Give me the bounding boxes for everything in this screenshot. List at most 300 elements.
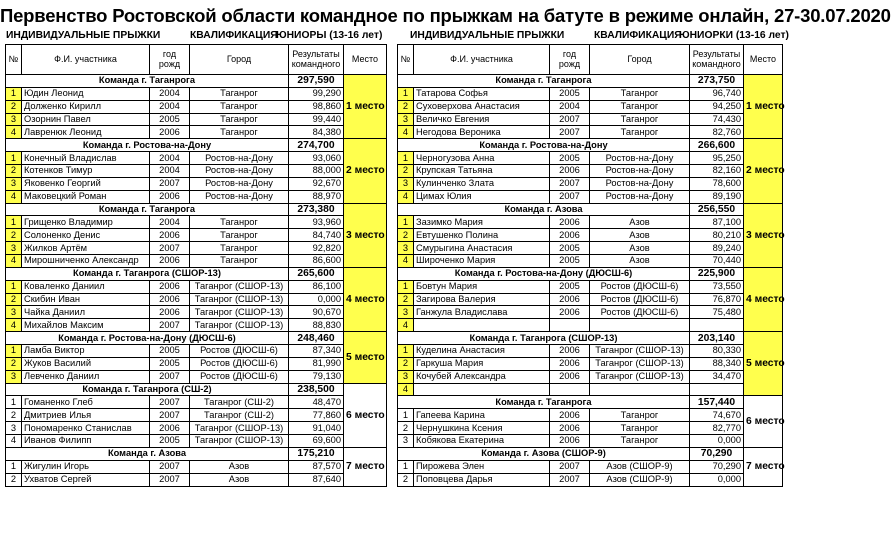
row-number: 2 <box>398 100 414 113</box>
place-badge: 6 место <box>744 396 783 447</box>
birth-year: 2005 <box>150 113 190 126</box>
table-row <box>6 126 387 139</box>
table-row <box>6 306 387 319</box>
team-name: Команда г. Таганрога <box>6 75 289 88</box>
birth-year: 2006 <box>550 306 590 319</box>
birth-year: 2005 <box>150 345 190 358</box>
athlete-city: Таганрог <box>190 126 289 139</box>
birth-year: 2007 <box>550 113 590 126</box>
place-badge: 4 место <box>344 267 387 331</box>
athlete-name: Зазимко Мария <box>414 216 550 229</box>
table-row <box>398 409 783 422</box>
col-year-header: год рожд <box>550 45 590 75</box>
athlete-score: 86,100 <box>289 280 344 293</box>
athlete-city: Ростов (ДЮСШ-6) <box>590 293 690 306</box>
team-row <box>398 447 783 460</box>
team-row <box>6 203 387 216</box>
athlete-score: 87,100 <box>690 216 744 229</box>
athlete-score: 87,570 <box>289 460 344 473</box>
table-row <box>398 357 783 370</box>
birth-year: 2004 <box>150 87 190 100</box>
row-number: 2 <box>398 229 414 242</box>
row-number: 3 <box>6 306 22 319</box>
row-number: 4 <box>398 126 414 139</box>
table-row <box>398 345 783 358</box>
athlete-city: Таганрог (СШОР-13) <box>590 357 690 370</box>
athlete-score: 86,600 <box>289 255 344 268</box>
table-row <box>6 409 387 422</box>
row-number: 4 <box>398 255 414 268</box>
athlete-name: Коваленко Даниил <box>22 280 150 293</box>
birth-year: 2007 <box>550 190 590 203</box>
athlete-score: 70,290 <box>690 460 744 473</box>
col-num-header: № <box>6 45 22 75</box>
athlete-city: Ростов (ДЮСШ-6) <box>190 345 289 358</box>
table-row <box>398 293 783 306</box>
athlete-score: 74,670 <box>690 409 744 422</box>
birth-year: 2007 <box>550 473 590 486</box>
athlete-city: Таганрог (СШОР-13) <box>190 319 289 332</box>
birth-year: 2005 <box>550 280 590 293</box>
table-row <box>6 190 387 203</box>
birth-year: 2007 <box>550 460 590 473</box>
athlete-name: Чернушкина Ксения <box>414 422 550 435</box>
table-row <box>398 460 783 473</box>
row-number: 1 <box>6 345 22 358</box>
birth-year: 2006 <box>550 165 590 178</box>
athlete-city: Ростов-на-Дону <box>190 190 289 203</box>
team-total: 238,500 <box>289 383 344 396</box>
athlete-name: Ганжула Владислава <box>414 306 550 319</box>
team-row <box>6 332 387 345</box>
row-number: 1 <box>6 460 22 473</box>
athlete-name <box>414 319 550 332</box>
birth-year: 2005 <box>150 357 190 370</box>
athlete-name: Яковенко Георгий <box>22 177 150 190</box>
team-total: 225,900 <box>690 267 744 280</box>
table-row <box>6 460 387 473</box>
athlete-score: 88,970 <box>289 190 344 203</box>
team-total: 297,590 <box>289 75 344 88</box>
birth-year: 2006 <box>550 357 590 370</box>
athlete-score: 82,770 <box>690 422 744 435</box>
left-table-heading <box>6 29 391 43</box>
athlete-score: 98,860 <box>289 100 344 113</box>
athlete-city: Ростов (ДЮСШ-6) <box>590 306 690 319</box>
athlete-city: Таганрог <box>190 229 289 242</box>
row-number: 3 <box>6 370 22 383</box>
athlete-name: Лавренюк Леонид <box>22 126 150 139</box>
category-label: ЮНИОРКИ (13-16 лет) <box>679 30 789 41</box>
athlete-city: Ростов-на-Дону <box>590 165 690 178</box>
athlete-city: Ростов (ДЮСШ-6) <box>190 357 289 370</box>
birth-year: 2006 <box>550 422 590 435</box>
athlete-city: Ростов (ДЮСШ-6) <box>590 280 690 293</box>
athlete-name: Жигулин Игорь <box>22 460 150 473</box>
team-total: 157,440 <box>690 396 744 409</box>
team-name: Команда г. Таганрога (СШОР-13) <box>6 267 289 280</box>
row-number: 3 <box>6 422 22 435</box>
birth-year: 2007 <box>150 242 190 255</box>
athlete-name: Дмитриев Илья <box>22 409 150 422</box>
athlete-score: 99,440 <box>289 113 344 126</box>
athlete-score: 99,290 <box>289 87 344 100</box>
table-row <box>398 306 783 319</box>
table-row <box>398 473 783 486</box>
athlete-name: Конечный Владислав <box>22 152 150 165</box>
birth-year: 2005 <box>550 255 590 268</box>
birth-year: 2006 <box>550 370 590 383</box>
athlete-city: Ростов-на-Дону <box>190 152 289 165</box>
athlete-city: Азов <box>590 255 690 268</box>
athlete-name: Поповцева Дарья <box>414 473 550 486</box>
athlete-city: Азов <box>590 229 690 242</box>
table-row <box>6 87 387 100</box>
athlete-city: Ростов (ДЮСШ-6) <box>190 370 289 383</box>
team-row <box>6 267 387 280</box>
athlete-city: Таганрог <box>590 100 690 113</box>
athlete-city: Таганрог (СШОР-13) <box>590 345 690 358</box>
col-year-header: год рожд <box>150 45 190 75</box>
athlete-name: Бовтун Мария <box>414 280 550 293</box>
col-name-header: Ф.И. участника <box>414 45 550 75</box>
table-row <box>398 383 783 396</box>
place-badge: 1 место <box>344 75 387 139</box>
row-number: 4 <box>398 190 414 203</box>
athlete-name: Чайка Даниил <box>22 306 150 319</box>
table-row <box>6 165 387 178</box>
row-number: 2 <box>6 165 22 178</box>
place-badge: 7 место <box>344 447 387 486</box>
athlete-score: 34,470 <box>690 370 744 383</box>
table-row <box>6 152 387 165</box>
table-row <box>398 422 783 435</box>
birth-year: 2006 <box>550 229 590 242</box>
place-badge: 3 место <box>344 203 387 267</box>
row-number: 1 <box>398 87 414 100</box>
athlete-name: Гапеева Карина <box>414 409 550 422</box>
birth-year: 2004 <box>150 100 190 113</box>
juniors-boys-table <box>5 44 387 487</box>
col-num-header: № <box>398 45 414 75</box>
athlete-city: Таганрог (СШОР-13) <box>190 293 289 306</box>
table-row <box>398 100 783 113</box>
col-result-header: Результаты командного <box>690 45 744 75</box>
athlete-name: Кулинченко Злата <box>414 177 550 190</box>
birth-year: 2006 <box>550 216 590 229</box>
athlete-name: Татарова Софья <box>414 87 550 100</box>
team-total: 273,750 <box>690 75 744 88</box>
athlete-score: 74,430 <box>690 113 744 126</box>
table-row <box>6 370 387 383</box>
team-name: Команда г. Ростова-на-Дону (ДЮСШ-6) <box>398 267 690 280</box>
team-row <box>398 139 783 152</box>
athlete-name: Евтушенко Полина <box>414 229 550 242</box>
row-number: 4 <box>6 319 22 332</box>
header-row <box>398 45 783 75</box>
table-row <box>398 113 783 126</box>
team-row <box>6 139 387 152</box>
row-number: 3 <box>6 113 22 126</box>
athlete-city: Таганрог <box>590 422 690 435</box>
athlete-score: 90,670 <box>289 306 344 319</box>
athlete-score: 88,000 <box>289 165 344 178</box>
athlete-name: Юдин Леонид <box>22 87 150 100</box>
place-badge: 3 место <box>744 203 783 267</box>
birth-year: 2007 <box>150 473 190 486</box>
team-total: 203,140 <box>690 332 744 345</box>
row-number: 1 <box>6 280 22 293</box>
team-name: Команда г. Таганрога <box>398 396 690 409</box>
athlete-score: 84,380 <box>289 126 344 139</box>
team-row <box>398 396 783 409</box>
row-number: 2 <box>6 409 22 422</box>
row-number: 4 <box>6 255 22 268</box>
birth-year: 2007 <box>550 177 590 190</box>
birth-year: 2004 <box>150 216 190 229</box>
athlete-score <box>690 319 744 332</box>
athlete-city: Азов <box>190 473 289 486</box>
birth-year: 2007 <box>150 319 190 332</box>
table-row <box>398 255 783 268</box>
athlete-score: 75,480 <box>690 306 744 319</box>
athlete-city <box>590 383 690 396</box>
athlete-city: Таганрог (СШОР-13) <box>190 280 289 293</box>
row-number: 2 <box>6 293 22 306</box>
team-total: 265,600 <box>289 267 344 280</box>
athlete-name <box>414 383 550 396</box>
table-row <box>6 113 387 126</box>
athlete-score: 0,000 <box>289 293 344 306</box>
table-row <box>6 473 387 486</box>
row-number: 3 <box>398 242 414 255</box>
athlete-score: 87,640 <box>289 473 344 486</box>
table-row <box>6 100 387 113</box>
discipline-label: ИНДИВИДУАЛЬНЫЕ ПРЫЖКИ <box>410 30 565 41</box>
team-name: Команда г. Таганрога (СШ-2) <box>6 383 289 396</box>
table-row <box>398 280 783 293</box>
athlete-city: Таганрог (СШ-2) <box>190 396 289 409</box>
athlete-score: 93,960 <box>289 216 344 229</box>
row-number: 3 <box>398 370 414 383</box>
birth-year: 2005 <box>150 435 190 448</box>
athlete-score: 69,600 <box>289 435 344 448</box>
athlete-score: 92,670 <box>289 177 344 190</box>
table-row <box>6 293 387 306</box>
juniors-girls-table <box>397 44 783 487</box>
table-row <box>6 229 387 242</box>
athlete-city: Таганрог (СШОР-13) <box>190 435 289 448</box>
athlete-score: 77,860 <box>289 409 344 422</box>
birth-year: 2006 <box>550 435 590 448</box>
place-badge: 2 место <box>344 139 387 203</box>
row-number: 4 <box>398 319 414 332</box>
athlete-city: Таганрог <box>190 87 289 100</box>
place-badge: 5 место <box>344 332 387 383</box>
birth-year: 2005 <box>550 242 590 255</box>
athlete-city: Азов <box>590 242 690 255</box>
athlete-city: Ростов-на-Дону <box>190 177 289 190</box>
athlete-city: Азов (СШОР-9) <box>590 460 690 473</box>
athlete-name: Солоненко Денис <box>22 229 150 242</box>
team-total: 70,290 <box>690 447 744 460</box>
table-row <box>6 435 387 448</box>
team-total: 273,380 <box>289 203 344 216</box>
birth-year: 2006 <box>150 280 190 293</box>
athlete-name: Жилков Артём <box>22 242 150 255</box>
row-number: 3 <box>398 113 414 126</box>
birth-year: 2006 <box>150 229 190 242</box>
team-name: Команда г. Азова <box>398 203 690 216</box>
athlete-city <box>590 319 690 332</box>
athlete-city: Таганрог (СШОР-13) <box>190 306 289 319</box>
athlete-score: 95,250 <box>690 152 744 165</box>
table-row <box>6 177 387 190</box>
col-city-header: Город <box>190 45 289 75</box>
birth-year: 2007 <box>150 370 190 383</box>
team-name: Команда г. Азова <box>6 447 289 460</box>
row-number: 4 <box>6 190 22 203</box>
athlete-score: 82,160 <box>690 165 744 178</box>
row-number: 2 <box>398 357 414 370</box>
athlete-city: Таганрог <box>190 242 289 255</box>
row-number: 2 <box>6 100 22 113</box>
team-name: Команда г. Азова (СШОР-9) <box>398 447 690 460</box>
col-city-header: Город <box>590 45 690 75</box>
col-place-header: Место <box>344 45 387 75</box>
athlete-city: Ростов-на-Дону <box>590 152 690 165</box>
athlete-score: 48,470 <box>289 396 344 409</box>
row-number: 2 <box>398 293 414 306</box>
birth-year: 2006 <box>150 255 190 268</box>
athlete-score: 73,550 <box>690 280 744 293</box>
athlete-city: Таганрог <box>590 435 690 448</box>
athlete-score: 80,330 <box>690 345 744 358</box>
row-number: 1 <box>6 87 22 100</box>
birth-year: 2007 <box>150 460 190 473</box>
athlete-name: Долженко Кирилл <box>22 100 150 113</box>
team-total: 248,460 <box>289 332 344 345</box>
stage-label: КВАЛИФИКАЦИЯ <box>190 30 278 41</box>
table-row <box>398 242 783 255</box>
athlete-score: 93,060 <box>289 152 344 165</box>
team-row <box>6 383 387 396</box>
athlete-name: Озорнин Павел <box>22 113 150 126</box>
team-name: Команда г. Ростова-на-Дону <box>6 139 289 152</box>
athlete-name: Котенков Тимур <box>22 165 150 178</box>
team-name: Команда г. Таганрога <box>398 75 690 88</box>
athlete-name: Левченко Даниил <box>22 370 150 383</box>
athlete-name: Пономаренко Станислав <box>22 422 150 435</box>
birth-year: 2005 <box>550 152 590 165</box>
table-row <box>398 190 783 203</box>
col-name-header: Ф.И. участника <box>22 45 150 75</box>
birth-year: 2007 <box>150 177 190 190</box>
team-row <box>398 267 783 280</box>
row-number: 1 <box>398 280 414 293</box>
category-label: ЮНИОРЫ (13-16 лет) <box>276 30 383 41</box>
place-badge: 5 место <box>744 332 783 396</box>
athlete-name: Ламба Виктор <box>22 345 150 358</box>
birth-year <box>550 319 590 332</box>
athlete-city: Азов <box>190 460 289 473</box>
birth-year: 2006 <box>150 422 190 435</box>
athlete-city: Азов (СШОР-9) <box>590 473 690 486</box>
athlete-name: Негодова Вероника <box>414 126 550 139</box>
athlete-score: 0,000 <box>690 473 744 486</box>
row-number: 4 <box>398 383 414 396</box>
birth-year: 2007 <box>150 409 190 422</box>
row-number: 3 <box>398 306 414 319</box>
athlete-city: Таганрог (СШОР-13) <box>190 422 289 435</box>
athlete-score: 76,870 <box>690 293 744 306</box>
row-number: 1 <box>398 345 414 358</box>
athlete-name: Смурыгина Анастасия <box>414 242 550 255</box>
athlete-name: Иванов Филипп <box>22 435 150 448</box>
table-row <box>398 319 783 332</box>
table-row <box>398 435 783 448</box>
athlete-score: 89,240 <box>690 242 744 255</box>
team-total: 274,700 <box>289 139 344 152</box>
team-total: 266,600 <box>690 139 744 152</box>
athlete-city: Таганрог <box>590 113 690 126</box>
athlete-score: 82,760 <box>690 126 744 139</box>
team-total: 175,210 <box>289 447 344 460</box>
athlete-name: Гоманенко Глеб <box>22 396 150 409</box>
athlete-name: Загирова Валерия <box>414 293 550 306</box>
row-number: 1 <box>6 396 22 409</box>
athlete-city: Таганрог <box>190 113 289 126</box>
stage-label: КВАЛИФИКАЦИЯ <box>594 30 682 41</box>
table-row <box>398 370 783 383</box>
table-row <box>6 242 387 255</box>
team-row <box>6 447 387 460</box>
athlete-name: Михайлов Максим <box>22 319 150 332</box>
row-number: 4 <box>6 435 22 448</box>
birth-year: 2006 <box>550 293 590 306</box>
row-number: 1 <box>398 216 414 229</box>
table-row <box>6 345 387 358</box>
team-row <box>398 203 783 216</box>
right-table-heading <box>400 29 789 43</box>
birth-year <box>550 383 590 396</box>
birth-year: 2006 <box>550 409 590 422</box>
athlete-score: 88,340 <box>690 357 744 370</box>
header-row <box>6 45 387 75</box>
athlete-score: 94,250 <box>690 100 744 113</box>
place-badge: 4 место <box>744 267 783 331</box>
athlete-city: Ростов-на-Дону <box>190 165 289 178</box>
athlete-city: Ростов-на-Дону <box>590 190 690 203</box>
athlete-name: Крупская Татьяна <box>414 165 550 178</box>
athlete-score: 79,130 <box>289 370 344 383</box>
row-number: 2 <box>398 165 414 178</box>
col-place-header: Место <box>744 45 783 75</box>
place-badge: 2 место <box>744 139 783 203</box>
athlete-city: Ростов-на-Дону <box>590 177 690 190</box>
athlete-score: 87,340 <box>289 345 344 358</box>
athlete-city: Таганрог (СШОР-13) <box>590 370 690 383</box>
table-row <box>398 229 783 242</box>
row-number: 3 <box>398 435 414 448</box>
athlete-score: 92,820 <box>289 242 344 255</box>
athlete-name: Кочубей Александра <box>414 370 550 383</box>
birth-year: 2004 <box>150 152 190 165</box>
place-badge: 6 место <box>344 383 387 447</box>
row-number: 2 <box>6 229 22 242</box>
place-badge: 1 место <box>744 75 783 139</box>
athlete-city: Таганрог <box>590 126 690 139</box>
